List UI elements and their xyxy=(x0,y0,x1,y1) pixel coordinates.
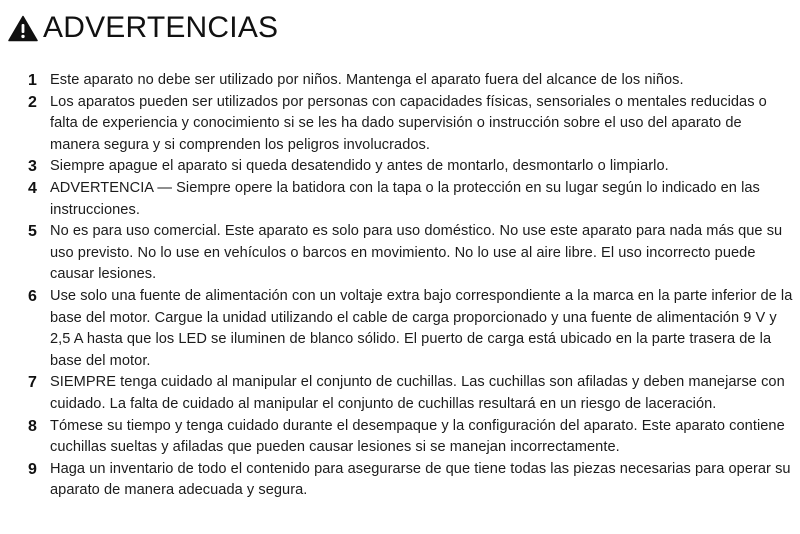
item-text: No es para uso comercial. Este aparato es solo para uso doméstico. No use este aparato para nada más que su uso previsto. No lo use en vehículos o barcos en movimiento. No lo use al aire libre. El uso incorrecto puede causar lesiones. xyxy=(50,223,783,283)
item-text: Los aparatos pueden ser utilizados por personas con capacidades físicas, sensoriales o mentales reducidas o falta de experiencia y conocimiento si se les ha dado supervisión o instrucción sobre el uso del aparato de manera segura y si comprenden los peligros involucrados. xyxy=(50,93,767,153)
item-number: 1 xyxy=(28,72,37,89)
item-text: SIEMPRE tenga cuidado al manipular el conjunto de cuchillas. Las cuchillas son afiladas y deben manejarse con cuidado. La falta de cuidado al manipular el conjunto de cuchillas resultará en un riesgo de laceración. xyxy=(50,374,785,412)
item-text: ADVERTENCIA — Siempre opere la batidora con la tapa o la protección en su lugar según lo indicado en las instrucciones. xyxy=(50,179,760,218)
item-number: 9 xyxy=(28,460,37,478)
warning-triangle-icon xyxy=(8,15,38,42)
warning-item-8 xyxy=(28,416,794,459)
warning-item-9 xyxy=(28,459,794,502)
item-number: 5 xyxy=(28,223,37,241)
item-text: Use solo una fuente de alimentación con un voltaje extra bajo correspondiente a la marca en la parte inferior de la base del motor. Cargue la unidad utilizando el cable de carga proporcionado y una fuente de alimentación 9 V y 2,5 A hasta que los LED se iluminen de blanco sólido. El puerto de carga está ubicado en la parte trasera de la base del motor. xyxy=(50,287,793,369)
item-number: 2 xyxy=(28,93,37,111)
item-number: 7 xyxy=(28,374,37,392)
page-title: ADVERTENCIAS xyxy=(43,11,279,44)
item-text: Siempre apague el aparato si queda desatendido y antes de montarlo, desmontarlo o limpiarlo. xyxy=(50,158,669,175)
item-text: Haga un inventario de todo el contenido para asegurarse de que tiene todas las piezas necesarias para operar su aparato de manera adecuada y segura. xyxy=(50,460,791,499)
item-number: 4 xyxy=(28,179,37,197)
warning-item-1 xyxy=(28,70,794,92)
item-number: 8 xyxy=(28,417,37,435)
warning-item-6 xyxy=(28,286,794,372)
warnings-header xyxy=(8,10,278,46)
item-number: 3 xyxy=(28,158,37,176)
item-number: 6 xyxy=(28,287,37,305)
item-text: Este aparato no debe ser utilizado por niños. Mantenga el aparato fuera del alcance de los niños. xyxy=(50,72,684,88)
warning-item-5 xyxy=(28,221,794,286)
warning-item-2 xyxy=(28,92,794,157)
warning-item-4 xyxy=(28,178,794,221)
warning-item-3 xyxy=(28,156,794,178)
warning-item-7 xyxy=(28,372,794,415)
item-text: Tómese su tiempo y tenga cuidado durante el desempaque y la configuración del aparato. Este aparato contiene cuchillas sueltas y afiladas que pueden causar lesiones si se manejan incorrectamente. xyxy=(50,417,785,456)
warnings-list xyxy=(28,70,794,502)
